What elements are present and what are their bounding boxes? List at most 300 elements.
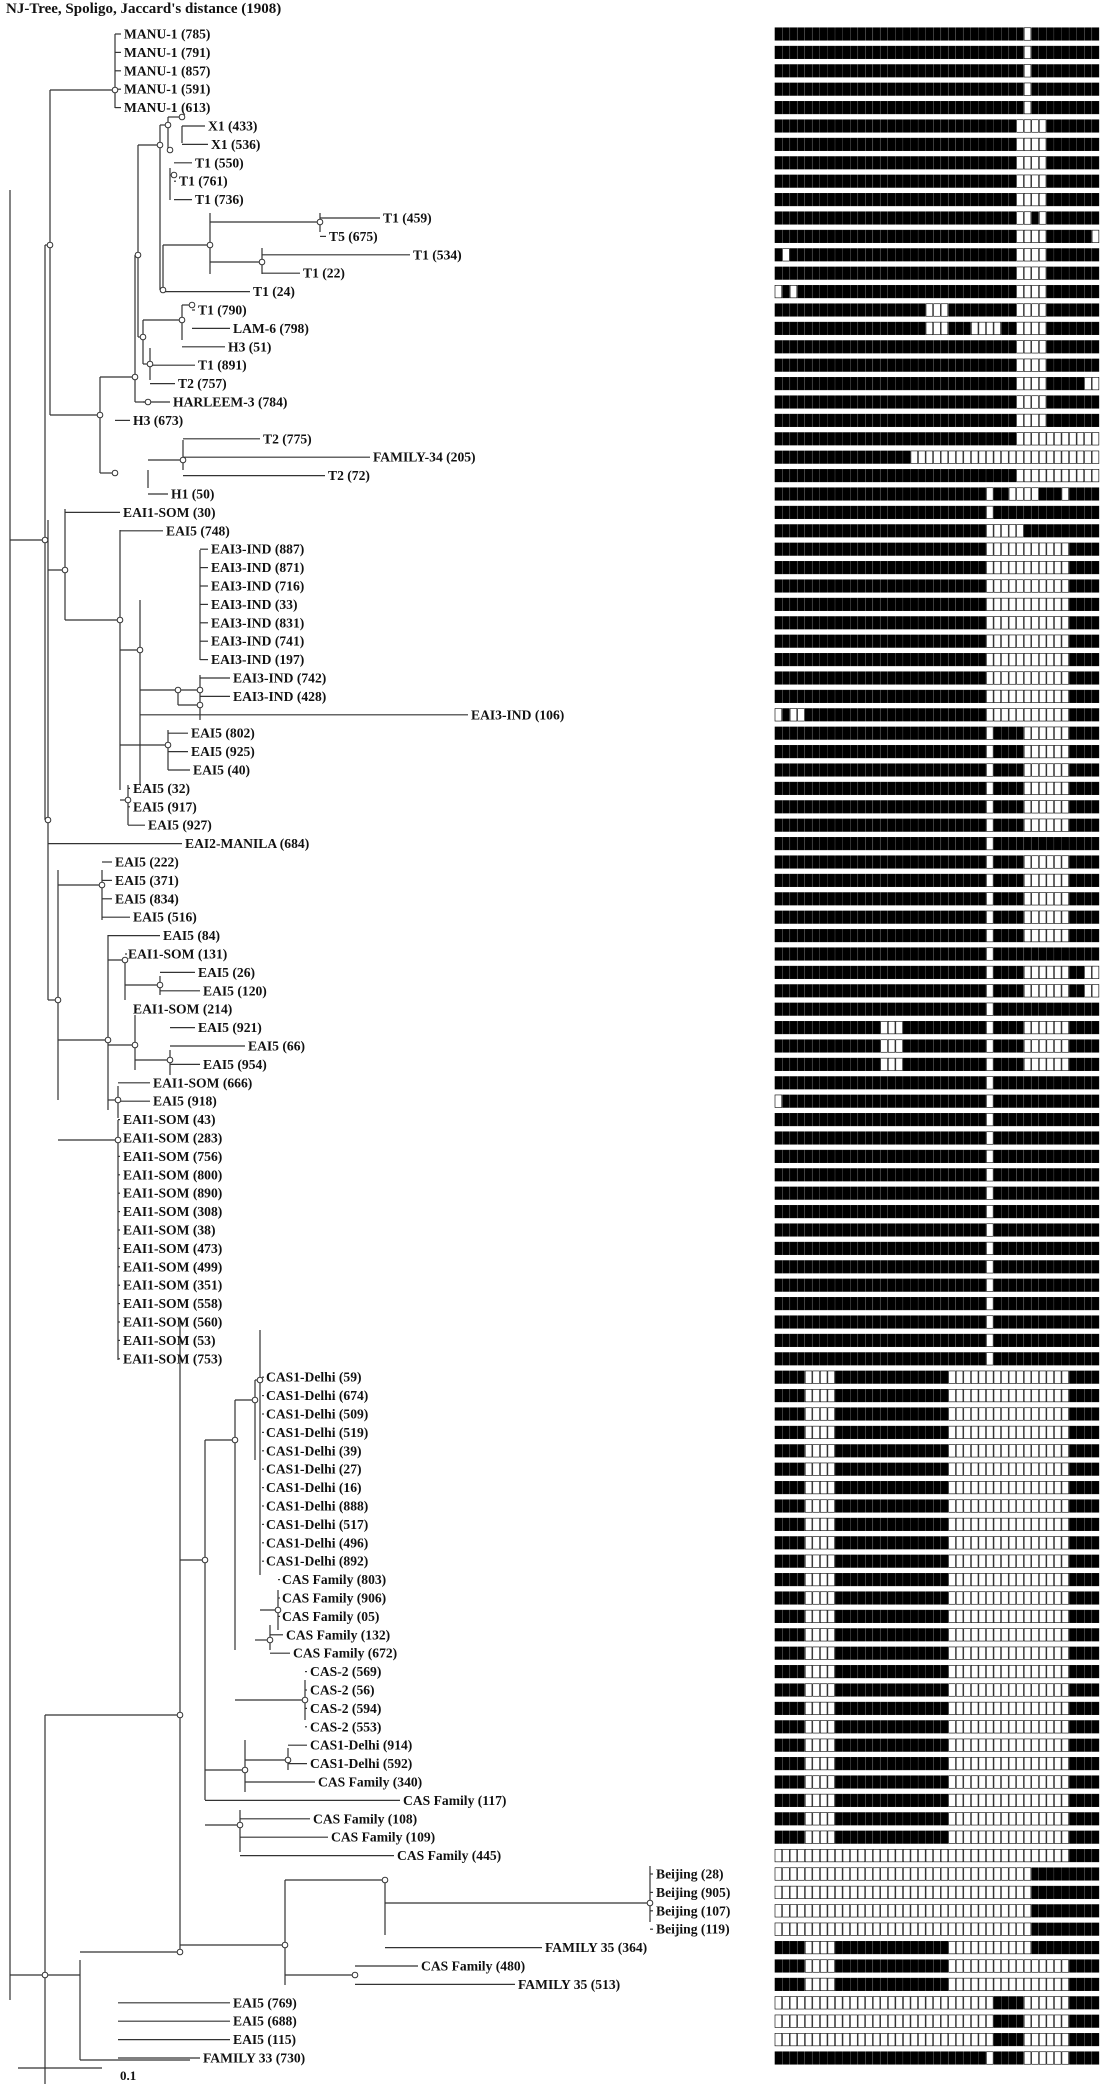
spacer-present-cell [934,617,941,630]
spacer-present-cell [934,801,941,814]
spacer-present-cell [971,672,978,685]
spacer-present-cell [918,1684,925,1697]
spacer-present-cell [941,580,948,593]
spacer-absent-cell [1032,819,1039,832]
spacer-present-cell [926,506,933,519]
spacer-absent-cell [1002,451,1009,464]
spacer-absent-cell [1032,1463,1039,1476]
spacer-present-cell [971,617,978,630]
spacer-present-cell [994,893,1001,906]
spacer-present-cell [1092,727,1099,740]
spacer-present-cell [790,1132,797,1145]
spacer-present-cell [881,764,888,777]
spacer-present-cell [949,745,956,758]
spacer-absent-cell [994,1426,1001,1439]
spacer-present-cell [873,1463,880,1476]
spacer-present-cell [896,764,903,777]
spacer-present-cell [881,1095,888,1108]
spacer-absent-cell [994,1794,1001,1807]
spacer-present-cell [783,377,790,390]
spacer-absent-cell [1054,801,1061,814]
spacer-present-cell [1047,46,1054,59]
spacer-present-cell [979,893,986,906]
spacer-absent-cell [934,451,941,464]
spacer-absent-cell [805,1555,812,1568]
spacer-present-cell [805,414,812,427]
spacer-present-cell [994,83,1001,96]
spacer-present-cell [1077,1021,1084,1034]
spacer-present-cell [896,1445,903,1458]
spacer-present-cell [1002,1297,1009,1310]
spacer-present-cell [775,101,782,114]
spacer-absent-cell [1017,359,1024,372]
spacer-present-cell [1009,285,1016,298]
spacer-present-cell [1077,1058,1084,1071]
spacer-present-cell [888,1426,895,1439]
spacer-present-cell [851,396,858,409]
spacer-present-cell [1092,1592,1099,1605]
spacer-present-cell [873,1776,880,1789]
spacer-present-cell [979,193,986,206]
spacer-present-cell [1009,1261,1016,1274]
spacer-present-cell [798,617,805,630]
spacer-present-cell [1002,1040,1009,1053]
spacer-absent-cell [820,1849,827,1862]
spacer-present-cell [926,1610,933,1623]
spacer-present-cell [934,193,941,206]
spacer-present-cell [1002,764,1009,777]
spacer-present-cell [1047,377,1054,390]
spacer-present-cell [1092,543,1099,556]
spacer-present-cell [934,672,941,685]
spacer-absent-cell [1017,433,1024,446]
spacer-absent-cell [994,1408,1001,1421]
spacer-present-cell [1002,929,1009,942]
spacer-present-cell [896,341,903,354]
spacer-absent-cell [1039,1371,1046,1384]
spacer-absent-cell [1054,966,1061,979]
spoligotype-row [775,46,1099,59]
spacer-present-cell [820,1205,827,1218]
spacer-present-cell [881,1665,888,1678]
spacer-present-cell [866,469,873,482]
spacer-present-cell [911,1794,918,1807]
spacer-present-cell [1092,1886,1099,1899]
spacer-present-cell [790,782,797,795]
spacer-present-cell [866,359,873,372]
spacer-present-cell [941,1150,948,1163]
spacer-absent-cell [1062,966,1069,979]
spacer-present-cell [903,1518,910,1531]
spacer-present-cell [1092,1316,1099,1329]
spacer-present-cell [1069,1003,1076,1016]
spacer-present-cell [903,469,910,482]
spacer-absent-cell [1017,414,1024,427]
spacer-present-cell [1032,1353,1039,1366]
spacer-present-cell [911,1316,918,1329]
spacer-present-cell [941,1481,948,1494]
spacer-absent-cell [1002,1537,1009,1550]
spacer-present-cell [896,1077,903,1090]
spacer-present-cell [835,856,842,869]
spacer-present-cell [858,985,865,998]
spacer-present-cell [1085,1113,1092,1126]
spacer-present-cell [964,561,971,574]
spacer-present-cell [790,727,797,740]
spacer-present-cell [1077,1169,1084,1182]
spacer-present-cell [873,1665,880,1678]
spacer-present-cell [858,1665,865,1678]
spacer-present-cell [813,727,820,740]
spacer-present-cell [1039,1187,1046,1200]
spacer-present-cell [828,175,835,188]
spacer-present-cell [798,175,805,188]
spacer-absent-cell [820,1647,827,1660]
spacer-present-cell [918,46,925,59]
spacer-present-cell [775,1316,782,1329]
spacer-present-cell [1002,801,1009,814]
spacer-absent-cell [926,1849,933,1862]
spacer-present-cell [1077,1500,1084,1513]
spacer-present-cell [1092,929,1099,942]
spacer-present-cell [926,653,933,666]
spacer-absent-cell [820,1923,827,1936]
leaf-label: EAI1-SOM (473) [123,1240,223,1256]
spacer-present-cell [896,856,903,869]
spacer-absent-cell [971,1518,978,1531]
spacer-present-cell [986,65,993,78]
spacer-present-cell [866,1555,873,1568]
spacer-present-cell [918,561,925,574]
spacer-present-cell [934,966,941,979]
spacer-present-cell [934,1132,941,1145]
spacer-present-cell [835,543,842,556]
spacer-absent-cell [1017,709,1024,722]
spacer-present-cell [866,488,873,501]
spacer-present-cell [858,764,865,777]
spacer-present-cell [1039,1353,1046,1366]
spacer-present-cell [828,1187,835,1200]
spacer-present-cell [896,1721,903,1734]
spacer-present-cell [934,1316,941,1329]
spacer-absent-cell [813,1886,820,1899]
spacer-present-cell [941,1224,948,1237]
spacer-present-cell [994,819,1001,832]
spacer-present-cell [918,1058,925,1071]
spacer-present-cell [873,966,880,979]
spacer-present-cell [775,230,782,243]
spacer-present-cell [858,1941,865,1954]
spacer-present-cell [903,1757,910,1770]
spacer-present-cell [1069,745,1076,758]
spacer-present-cell [934,359,941,372]
spacer-present-cell [1077,1647,1084,1660]
spacer-absent-cell [805,1831,812,1844]
spoligotype-row [775,120,1099,133]
spacer-absent-cell [805,1518,812,1531]
spacer-present-cell [896,837,903,850]
spacer-absent-cell [986,1021,993,1034]
spacer-present-cell [956,985,963,998]
spacer-present-cell [1077,193,1084,206]
spacer-present-cell [903,1169,910,1182]
spacer-present-cell [896,1941,903,1954]
spacer-present-cell [888,120,895,133]
spacer-present-cell [873,1757,880,1770]
spacer-absent-cell [986,1113,993,1126]
spacer-present-cell [843,1169,850,1182]
spacer-absent-cell [888,1040,895,1053]
spacer-present-cell [881,28,888,41]
spoligotype-row [775,1389,1099,1402]
spacer-present-cell [1092,249,1099,261]
spacer-present-cell [964,874,971,887]
spacer-present-cell [1002,175,1009,188]
spacer-present-cell [1085,635,1092,648]
spoligotype-row [775,764,1099,777]
spacer-present-cell [934,1481,941,1494]
spacer-present-cell [926,764,933,777]
spacer-present-cell [1017,1187,1024,1200]
spoligotype-row [775,1316,1099,1329]
spacer-absent-cell [828,1721,835,1734]
spacer-present-cell [790,1150,797,1163]
spacer-absent-cell [979,1721,986,1734]
spacer-present-cell [783,598,790,611]
spacer-present-cell [971,543,978,556]
spacer-absent-cell [1062,985,1069,998]
spacer-present-cell [775,617,782,630]
spacer-present-cell [828,1334,835,1347]
spacer-present-cell [926,598,933,611]
spacer-present-cell [896,488,903,501]
spacer-present-cell [843,1721,850,1734]
spacer-present-cell [956,65,963,78]
spacer-present-cell [843,653,850,666]
spacer-absent-cell [956,1500,963,1513]
spacer-present-cell [903,249,910,261]
spacer-present-cell [1054,377,1061,390]
spacer-present-cell [1077,893,1084,906]
spacer-absent-cell [805,1408,812,1421]
spacer-present-cell [1054,1886,1061,1899]
spacer-absent-cell [1009,451,1016,464]
spacer-present-cell [790,212,797,225]
spacer-present-cell [934,1647,941,1660]
spacer-present-cell [934,911,941,924]
spacer-present-cell [851,1481,858,1494]
spacer-present-cell [949,433,956,446]
spacer-present-cell [1069,1831,1076,1844]
spacer-absent-cell [1017,249,1024,261]
spacer-present-cell [941,341,948,354]
spacer-present-cell [798,1445,805,1458]
spacer-present-cell [949,672,956,685]
spacer-present-cell [941,1003,948,1016]
spacer-present-cell [896,1353,903,1366]
spacer-present-cell [813,782,820,795]
spacer-absent-cell [1039,230,1046,243]
spacer-present-cell [843,580,850,593]
spacer-present-cell [911,138,918,151]
spacer-absent-cell [986,1169,993,1182]
spacer-present-cell [1062,1113,1069,1126]
spoligotype-row [775,138,1099,151]
spacer-present-cell [896,1500,903,1513]
spacer-present-cell [911,1297,918,1310]
spacer-absent-cell [1032,322,1039,335]
spacer-present-cell [964,1353,971,1366]
spacer-present-cell [926,83,933,96]
spacer-present-cell [775,985,782,998]
spacer-absent-cell [1054,1537,1061,1550]
spacer-present-cell [790,1371,797,1384]
spacer-present-cell [964,893,971,906]
spacer-present-cell [979,1353,986,1366]
spacer-present-cell [949,83,956,96]
spacer-present-cell [1002,267,1009,280]
spacer-present-cell [881,1205,888,1218]
spacer-absent-cell [949,1665,956,1678]
spacer-absent-cell [820,1665,827,1678]
spacer-present-cell [858,304,865,317]
spacer-present-cell [851,709,858,722]
spacer-present-cell [918,1224,925,1237]
spacer-present-cell [979,359,986,372]
spacer-present-cell [1069,1610,1076,1623]
spacer-present-cell [858,709,865,722]
spacer-present-cell [783,1757,790,1770]
spacer-present-cell [813,617,820,630]
spacer-present-cell [866,1021,873,1034]
spacer-present-cell [866,1481,873,1494]
spacer-present-cell [911,1537,918,1550]
spacer-present-cell [979,1297,986,1310]
spacer-present-cell [1002,469,1009,482]
spacer-present-cell [1077,396,1084,409]
spacer-present-cell [888,580,895,593]
spacer-present-cell [858,1077,865,1090]
spacer-present-cell [971,1261,978,1274]
spacer-present-cell [805,359,812,372]
spacer-present-cell [851,1058,858,1071]
spacer-absent-cell [934,1905,941,1918]
spacer-absent-cell [783,1849,790,1862]
spacer-present-cell [1002,230,1009,243]
spoligotype-row [775,1261,1099,1274]
spacer-present-cell [790,1537,797,1550]
spacer-present-cell [851,1610,858,1623]
spacer-present-cell [888,672,895,685]
spacer-present-cell [843,65,850,78]
spacer-present-cell [934,745,941,758]
spacer-absent-cell [1024,653,1031,666]
spacer-absent-cell [828,1389,835,1402]
spacer-present-cell [926,617,933,630]
spacer-present-cell [1085,1408,1092,1421]
spoligotype-row [775,1132,1099,1145]
spacer-present-cell [798,893,805,906]
spacer-present-cell [1077,1445,1084,1458]
spacer-absent-cell [1017,1757,1024,1770]
spacer-absent-cell [1032,1426,1039,1439]
spacer-present-cell [971,488,978,501]
spacer-present-cell [941,1316,948,1329]
spacer-present-cell [866,966,873,979]
leaf-label: EAI1-SOM (53) [123,1332,216,1348]
spacer-present-cell [1077,1371,1084,1384]
spacer-present-cell [1017,1003,1024,1016]
spacer-present-cell [866,506,873,519]
spacer-present-cell [1092,46,1099,59]
internal-node [132,1042,138,1048]
spoligotype-row [775,1849,1099,1862]
spacer-present-cell [1054,1353,1061,1366]
spacer-present-cell [1062,1923,1069,1936]
spacer-present-cell [1092,598,1099,611]
spacer-present-cell [783,488,790,501]
spacer-present-cell [873,1224,880,1237]
spacer-present-cell [971,1040,978,1053]
spacer-present-cell [888,1739,895,1752]
spacer-present-cell [783,212,790,225]
spacer-present-cell [1092,690,1099,703]
spacer-present-cell [858,1095,865,1108]
spacer-present-cell [1077,966,1084,979]
spacer-absent-cell [1032,1445,1039,1458]
spacer-present-cell [896,1095,903,1108]
spacer-absent-cell [1024,469,1031,482]
spacer-present-cell [1002,911,1009,924]
spacer-present-cell [1092,1647,1099,1660]
spacer-absent-cell [979,1868,986,1881]
spacer-present-cell [1085,1334,1092,1347]
spacer-present-cell [813,690,820,703]
spacer-present-cell [911,1776,918,1789]
internal-node [132,374,138,380]
spacer-absent-cell [949,1905,956,1918]
spacer-present-cell [964,653,971,666]
spacer-absent-cell [1024,1629,1031,1642]
spacer-present-cell [1069,414,1076,427]
spacer-present-cell [783,1463,790,1476]
spacer-present-cell [986,285,993,298]
spacer-present-cell [971,212,978,225]
spacer-present-cell [828,304,835,317]
spacer-absent-cell [964,1389,971,1402]
spacer-present-cell [1054,83,1061,96]
spacer-absent-cell [805,1739,812,1752]
spacer-present-cell [858,451,865,464]
spacer-present-cell [1047,120,1054,133]
spacer-absent-cell [1024,1389,1031,1402]
spacer-present-cell [986,377,993,390]
spacer-present-cell [934,249,941,261]
spacer-present-cell [783,1261,790,1274]
spacer-present-cell [851,1463,858,1476]
spacer-absent-cell [986,1629,993,1642]
spacer-absent-cell [956,1573,963,1586]
spacer-present-cell [1062,341,1069,354]
spacer-present-cell [851,801,858,814]
spacer-present-cell [888,1813,895,1826]
spacer-present-cell [858,1389,865,1402]
spacer-present-cell [964,819,971,832]
spacer-present-cell [881,120,888,133]
spacer-absent-cell [1039,1040,1046,1053]
spacer-absent-cell [994,1389,1001,1402]
spacer-present-cell [926,1058,933,1071]
